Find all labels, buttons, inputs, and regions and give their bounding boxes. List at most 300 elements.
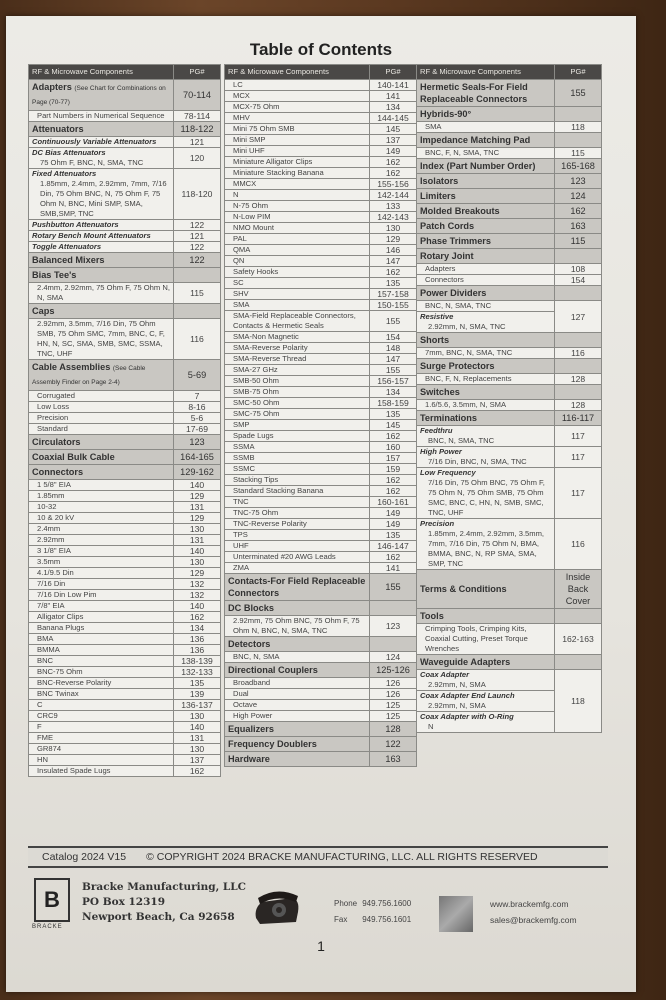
entry-title: Rotary Bench Mount Attenuators: [32, 231, 151, 240]
toc-table: [416, 64, 602, 733]
entry-title: N: [233, 190, 239, 199]
page-number-cell: 134: [370, 102, 417, 113]
entry-name: [29, 304, 174, 319]
entry-name: [29, 513, 174, 524]
page-number-cell: [174, 304, 221, 319]
po-box: PO Box 12319: [82, 896, 166, 908]
page-number-cell: 122: [174, 253, 221, 268]
entry-name: [29, 122, 174, 137]
entry-name: [225, 289, 370, 300]
toc-section-row: [417, 249, 602, 264]
entry-title: ZMA: [233, 563, 250, 572]
entry-title: Toggle Attenuators: [32, 242, 102, 251]
contact-info: [334, 896, 411, 928]
entry-name: [225, 616, 370, 637]
entry-title: Mini UHF: [233, 146, 265, 155]
entry-name: [225, 722, 370, 737]
toc-section-row: [417, 286, 602, 301]
toc-entry-row: [29, 700, 221, 711]
entry-title: 2.92mm, 75 Ohm BNC, 75 Ohm F, 75 Ohm N, BNC, N, SMA, TNC: [233, 616, 360, 635]
entry-name: [225, 689, 370, 700]
toc-entry-row: [29, 524, 221, 535]
entry-name: [225, 541, 370, 552]
entry-name: [29, 283, 174, 304]
catalog-page: [6, 16, 636, 992]
entry-title: Rotary Joint: [420, 251, 474, 261]
entry-detail: 2.92mm, N, SMA: [428, 680, 486, 689]
entry-title: Dual: [233, 689, 249, 698]
toc-entry-row: [29, 169, 221, 220]
page-number-cell: 149: [370, 508, 417, 519]
toc-entry-row: [225, 124, 417, 135]
entry-detail: 2.92mm, N, SMA, TNC: [428, 322, 506, 331]
toc-entry-row: [225, 700, 417, 711]
entry-name: [29, 711, 174, 722]
toc-entry-row: [29, 502, 221, 513]
entry-name: [29, 491, 174, 502]
entry-name: [225, 190, 370, 201]
page-number-cell: 158-159: [370, 398, 417, 409]
entry-title: 10 & 20 kV: [37, 513, 75, 522]
entry-name: [225, 311, 370, 332]
entry-title: SMA: [425, 122, 442, 131]
page-number-cell: [370, 637, 417, 652]
entry-title: N-75 Ohm: [233, 201, 269, 210]
page-number-cell: [555, 107, 602, 122]
toc-column-1: [28, 64, 221, 777]
toc-entry-row: [225, 376, 417, 387]
page-number-cell: 118-120: [174, 169, 221, 220]
entry-title: Spade Lugs: [233, 431, 274, 440]
toc-section-row: [29, 435, 221, 450]
toc-entry-row: [29, 283, 221, 304]
page-number-cell: 130: [174, 524, 221, 535]
page-number-cell: 162-163: [555, 624, 602, 655]
entry-name: [29, 689, 174, 700]
page-number-cell: 121: [174, 137, 221, 148]
entry-name: [225, 752, 370, 767]
entry-title: Directional Couplers: [228, 665, 318, 675]
entry-title: QMA: [233, 245, 251, 254]
entry-name: [417, 174, 555, 189]
page-number-cell: 132-133: [174, 667, 221, 678]
toc-entry-row: [29, 656, 221, 667]
page-number-cell: 122: [174, 242, 221, 253]
page-number-cell: 149: [370, 519, 417, 530]
entry-title: SMB-75 Ohm: [233, 387, 279, 396]
page-number-cell: 118: [555, 122, 602, 133]
page-number-cell: 124: [555, 189, 602, 204]
entry-title: Stacking Tips: [233, 475, 279, 484]
entry-name: [225, 409, 370, 420]
toc-entry-row: [29, 623, 221, 634]
entry-name: [225, 420, 370, 431]
entry-title: High Power: [420, 447, 462, 456]
entry-title: Safety Hooks: [233, 267, 279, 276]
entry-title: SMA-Reverse Polarity: [233, 343, 308, 352]
page-number-cell: 160: [370, 442, 417, 453]
page-number-cell: 115: [555, 234, 602, 249]
entry-title: BNC Twinax: [37, 689, 79, 698]
toc-entry-row: [225, 431, 417, 442]
toc-entry-row: [225, 223, 417, 234]
entry-title: Adapters: [425, 264, 456, 273]
entry-detail: N: [428, 722, 434, 731]
toc-entry-row: [225, 354, 417, 365]
page-number-cell: 135: [370, 530, 417, 541]
toc-entry-row: [225, 497, 417, 508]
entry-title: Frequency Doublers: [228, 739, 317, 749]
entry-name: [29, 137, 174, 148]
entry-name: [225, 652, 370, 663]
toc-section-row: [29, 80, 221, 111]
page-number-cell: 140-141: [370, 80, 417, 91]
toc-entry-row: [225, 508, 417, 519]
page-number-cell: 116: [555, 348, 602, 359]
entry-title: SMB-50 Ohm: [233, 376, 279, 385]
page-number-cell: 128: [370, 722, 417, 737]
toc-entry-row: [225, 486, 417, 497]
page-number-cell: 108: [555, 264, 602, 275]
page-number-cell: 162: [370, 157, 417, 168]
entry-name: [225, 442, 370, 453]
page-number-cell: 120: [174, 148, 221, 169]
entry-detail: 1.85mm, 2.4mm, 2.92mm, 3.5mm, 7mm, 7/16 Din, 75 Ohm N, BMA, BMMA, BNC, N, RP SMA, SMA, SMP, TNC: [428, 529, 545, 568]
entry-name: [225, 245, 370, 256]
entry-name: [29, 667, 174, 678]
entry-name: [417, 286, 555, 301]
entry-title: MCX: [233, 91, 250, 100]
page-number-cell: 131: [174, 733, 221, 744]
entry-title: Patch Cords: [420, 221, 475, 231]
page-number-cell: 144-145: [370, 113, 417, 124]
toc-section-row: [417, 385, 602, 400]
toc-entry-row: [225, 442, 417, 453]
entry-name: [29, 268, 174, 283]
entry-title: Circulators: [32, 437, 81, 447]
toc-entry-row: [417, 348, 602, 359]
entry-title: Corrugated: [37, 391, 75, 400]
toc-entry-row: [29, 766, 221, 777]
page-number-cell: 136: [174, 634, 221, 645]
toc-section-row: [417, 189, 602, 204]
entry-name: [417, 359, 555, 374]
entry-title: Part Numbers in Numerical Sequence: [37, 111, 165, 120]
entry-title: SSMA: [233, 442, 255, 451]
page-number-cell: 155: [555, 80, 602, 107]
entry-title: SMA-Reverse Thread: [233, 354, 307, 363]
entry-title: Standard: [37, 424, 68, 433]
entry-title: Hybrids-90°: [420, 109, 472, 119]
entry-name: [225, 80, 370, 91]
toc-entry-row: [29, 220, 221, 231]
entry-name: [225, 278, 370, 289]
table-header: [225, 65, 417, 80]
entry-title: Mini SMP: [233, 135, 266, 144]
entry-title: QN: [233, 256, 245, 265]
page-number-cell: 157: [370, 453, 417, 464]
toc-entry-row: [225, 113, 417, 124]
toc-entry-row: [417, 264, 602, 275]
toc-section-row: [417, 411, 602, 426]
entry-title: Balanced Mixers: [32, 255, 105, 265]
entry-title: SMA-27 GHz: [233, 365, 278, 374]
entry-name: [29, 391, 174, 402]
toc-entry-row: [225, 245, 417, 256]
entry-name: [225, 519, 370, 530]
page-number-cell: 165-168: [555, 159, 602, 174]
entry-title: BNC-75 Ohm: [37, 667, 83, 676]
entry-name: [225, 300, 370, 311]
entry-title: TNC-75 Ohm: [233, 508, 279, 517]
page-number-cell: 137: [174, 755, 221, 766]
entry-name: [225, 157, 370, 168]
entry-title: Attenuators: [32, 124, 84, 134]
page-number-cell: 121: [174, 231, 221, 242]
entry-name: [417, 374, 555, 385]
entry-name: [29, 242, 174, 253]
page-number-cell: 70-114: [174, 80, 221, 111]
entry-detail: 2.92mm, N, SMA: [428, 701, 486, 710]
entry-name: [29, 80, 174, 111]
toc-entry-row: [225, 157, 417, 168]
entry-title: F: [37, 722, 42, 731]
entry-title: GR874: [37, 744, 62, 753]
toc-entry-row: [225, 365, 417, 376]
entry-title: BMA: [37, 634, 54, 643]
page-number-cell: 146-147: [370, 541, 417, 552]
entry-name: [225, 552, 370, 563]
toc-entry-row: [29, 111, 221, 122]
entry-title: Miniature Stacking Banana: [233, 168, 324, 177]
entry-title: MCX-75 Ohm: [233, 102, 280, 111]
page-number-cell: 155: [370, 311, 417, 332]
entry-name: [417, 670, 555, 691]
toc-section-row: [225, 722, 417, 737]
city: Newport Beach, Ca 92658: [82, 911, 235, 923]
toc-entry-row: [225, 652, 417, 663]
bracke-logo-icon: B: [34, 878, 70, 922]
toc-table: [28, 64, 221, 777]
entry-title: 3.5mm: [37, 557, 61, 566]
entry-title: SMA-Non Magnetic: [233, 332, 299, 341]
page-number-cell: 118-122: [174, 122, 221, 137]
page-number-cell: 129: [174, 491, 221, 502]
entry-name: [29, 450, 174, 465]
entry-title: CRC9: [37, 711, 58, 720]
toc-section-row: [29, 360, 221, 391]
entry-name: [225, 91, 370, 102]
page-number-cell: 150-155: [370, 300, 417, 311]
entry-title: SHV: [233, 289, 249, 298]
header-pg: PG#: [555, 65, 602, 80]
page-number-cell: 116: [555, 519, 602, 570]
email: sales@brackemfg.com: [490, 915, 577, 925]
entry-name: [29, 435, 174, 450]
toc-entry-row: [225, 146, 417, 157]
toc-entry-row: [29, 645, 221, 656]
entry-name: [29, 579, 174, 590]
toc-column-2: [224, 64, 417, 767]
entry-title: 10-32: [37, 502, 57, 511]
entry-note: (See Cable Assembly Finder on Page 2-4): [32, 365, 146, 386]
toc-entry-row: [417, 519, 602, 570]
entry-detail: 7/16 Din, BNC, N, SMA, TNC: [428, 457, 527, 466]
page-number-cell: 155-156: [370, 179, 417, 190]
entry-name: [29, 656, 174, 667]
toc-entry-row: [29, 689, 221, 700]
toc-section-row: [417, 133, 602, 148]
table-header: [417, 65, 602, 80]
toc-section-row: [29, 253, 221, 268]
page-number-cell: 142-144: [370, 190, 417, 201]
entry-name: [29, 678, 174, 689]
entry-name: [417, 80, 555, 107]
toc-entry-row: [225, 453, 417, 464]
page-number-cell: 147: [370, 354, 417, 365]
toc-section-row: [417, 107, 602, 122]
toc-entry-row: [225, 168, 417, 179]
entry-title: 1.6/5.6, 3.5mm, N, SMA: [425, 400, 507, 409]
toc-entry-row: [29, 568, 221, 579]
logo-text: BRACKE: [32, 924, 63, 930]
entry-name: [225, 201, 370, 212]
copyright-bar: [28, 846, 608, 868]
page-number-cell: 123: [555, 174, 602, 189]
header-pg: PG#: [174, 65, 221, 80]
page-number-cell: 129: [174, 568, 221, 579]
toc-entry-row: [29, 733, 221, 744]
entry-name: [29, 231, 174, 242]
entry-title: Broadband: [233, 678, 271, 687]
toc-entry-row: [29, 678, 221, 689]
entry-name: [29, 111, 174, 122]
entry-name: [417, 249, 555, 264]
page-number-cell: Inside Back Cover: [555, 570, 602, 609]
entry-name: [29, 623, 174, 634]
entry-name: [225, 398, 370, 409]
page-number-cell: 117: [555, 468, 602, 519]
toc-entry-row: [225, 464, 417, 475]
toc-section-row: [29, 268, 221, 283]
entry-name: [417, 275, 555, 286]
entry-name: [225, 343, 370, 354]
entry-name: [225, 146, 370, 157]
page-number-cell: 126: [370, 689, 417, 700]
entry-title: TPS: [233, 530, 248, 539]
toc-entry-row: [417, 426, 602, 447]
entry-name: [225, 256, 370, 267]
page-number-cell: 162: [370, 475, 417, 486]
toc-entry-row: [29, 667, 221, 678]
entry-title: Cable Assemblies: [32, 362, 111, 372]
entry-title: Caps: [32, 306, 55, 316]
entry-title: Banana Plugs: [37, 623, 85, 632]
entry-name: [225, 497, 370, 508]
page-number-cell: 164-165: [174, 450, 221, 465]
page-number-cell: 129-162: [174, 465, 221, 480]
entry-name: [29, 733, 174, 744]
toc-section-row: [417, 204, 602, 219]
page-number-cell: [370, 601, 417, 616]
page-number-cell: 142-143: [370, 212, 417, 223]
company-address: [82, 880, 246, 925]
page-number-cell: 123: [174, 435, 221, 450]
toc-entry-row: [417, 624, 602, 655]
page-title: Table of Contents: [249, 40, 393, 59]
entry-name: [417, 301, 555, 312]
toc-section-row: [225, 737, 417, 752]
toc-entry-row: [225, 420, 417, 431]
entry-name: [29, 413, 174, 424]
toc-entry-row: [29, 722, 221, 733]
page-number-cell: 116-117: [555, 411, 602, 426]
entry-title: Mini 75 Ohm SMB: [233, 124, 295, 133]
entry-name: [29, 601, 174, 612]
toc-entry-row: [225, 387, 417, 398]
toc-entry-row: [29, 137, 221, 148]
entry-name: [29, 169, 174, 220]
toc-entry-row: [225, 616, 417, 637]
page-number-cell: 162: [174, 612, 221, 623]
page-number-cell: 134: [370, 387, 417, 398]
entry-title: DC Blocks: [228, 603, 274, 613]
entry-title: MMCX: [233, 179, 257, 188]
toc-section-row: [417, 174, 602, 189]
toc-entry-row: [29, 424, 221, 435]
toc-section-row: [225, 663, 417, 678]
entry-detail: 1.85mm, 2.4mm, 2.92mm, 7mm, 7/16 Din, 75 Ohm BNC, N, 75 Ohm F, 75 Ohm N, BNC, Mini SMP, SMA, SMB,SMP, TNC: [40, 179, 167, 218]
entry-name: [417, 312, 555, 333]
page-number-cell: 163: [555, 219, 602, 234]
page-number-cell: 117: [555, 447, 602, 468]
entry-name: [225, 124, 370, 135]
page-number-cell: 130: [174, 711, 221, 722]
entry-title: Equalizers: [228, 724, 274, 734]
entry-detail: 7/16 Din, 75 Ohm BNC, 75 Ohm F, 75 Ohm N, 75 Ohm SMB, 75 Ohm SMC, BNC, C, HN, N, SMB, SMC, TNC, UHF: [428, 478, 545, 517]
toc-entry-row: [225, 343, 417, 354]
page-number-cell: 155: [370, 365, 417, 376]
page-number-cell: 117: [555, 426, 602, 447]
page-number-cell: [174, 268, 221, 283]
entry-name: [417, 159, 555, 174]
entry-title: Miniature Alligator Clips: [233, 157, 313, 166]
page-number-cell: 7: [174, 391, 221, 402]
page-number-cell: 125-126: [370, 663, 417, 678]
entry-title: 1.85mm: [37, 491, 65, 500]
entry-title: UHF: [233, 541, 249, 550]
page-number-cell: 126: [370, 678, 417, 689]
entry-title: Coax Adapter with O-Ring: [420, 712, 514, 721]
page-number-cell: 133: [370, 201, 417, 212]
entry-name: [29, 148, 174, 169]
toc-entry-row: [417, 374, 602, 385]
toc-section-row: [29, 304, 221, 319]
toc-section-row: [417, 333, 602, 348]
entry-name: [29, 744, 174, 755]
entry-name: [225, 267, 370, 278]
page-number-cell: 115: [174, 283, 221, 304]
entry-title: Index (Part Number Order): [420, 161, 536, 171]
page-number-cell: [555, 333, 602, 348]
toc-entry-row: [225, 256, 417, 267]
toc-entry-row: [225, 563, 417, 574]
page-number-cell: 155: [370, 574, 417, 601]
catalog-version: Catalog 2024 V15: [42, 851, 127, 863]
entry-title: N-Low PIM: [233, 212, 271, 221]
entry-name: [29, 253, 174, 268]
entry-name: [417, 609, 555, 624]
